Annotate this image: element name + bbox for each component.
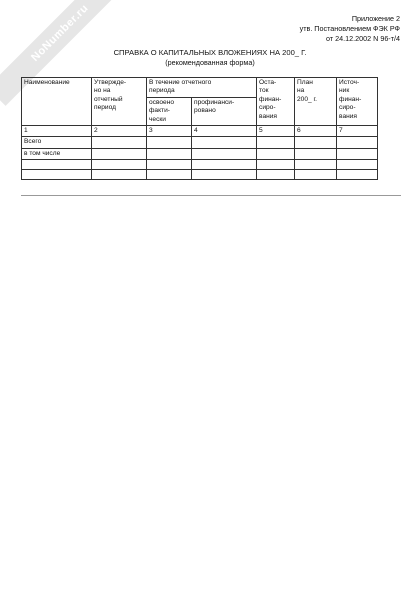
watermark: NoNumber.ru xyxy=(0,0,133,106)
table-cell xyxy=(92,160,147,170)
table-cell xyxy=(257,137,295,148)
header-plan: План на 200_ г. xyxy=(295,78,337,126)
table-cell xyxy=(147,148,192,159)
row-label xyxy=(22,170,92,180)
table-cell xyxy=(92,170,147,180)
table-cell xyxy=(337,170,378,180)
table-cell xyxy=(147,137,192,148)
appendix-reference xyxy=(300,14,400,44)
header-source: Источ- ник финан- сиро- вания xyxy=(337,78,378,126)
table-cell xyxy=(147,160,192,170)
table-cell xyxy=(192,148,257,159)
column-number: 3 xyxy=(147,126,192,137)
table-cell xyxy=(192,170,257,180)
table-cell xyxy=(257,160,295,170)
header-approved: Утвержде- но на отчетный период xyxy=(92,78,147,126)
appendix-line-2: утв. Постановлением ФЭК РФ xyxy=(299,24,400,33)
column-number: 5 xyxy=(257,126,295,137)
table-cell xyxy=(295,137,337,148)
header-financed: профинанси- ровано xyxy=(192,97,257,125)
table-cell xyxy=(337,148,378,159)
table-row xyxy=(22,137,378,148)
header-name: Наименование xyxy=(22,78,92,126)
table-cell xyxy=(192,160,257,170)
capital-investments-table xyxy=(21,77,378,180)
column-number: 2 xyxy=(92,126,147,137)
table-row xyxy=(22,160,378,170)
table-cell xyxy=(295,148,337,159)
table-cell xyxy=(295,170,337,180)
table-row xyxy=(22,170,378,180)
table-cell xyxy=(92,148,147,159)
table-cell xyxy=(337,137,378,148)
header-during-period: В течение отчетного периода xyxy=(147,78,257,98)
column-number: 1 xyxy=(22,126,92,137)
table-cell xyxy=(192,137,257,148)
table-cell xyxy=(147,170,192,180)
table-cell xyxy=(337,160,378,170)
column-number: 4 xyxy=(192,126,257,137)
column-number: 7 xyxy=(337,126,378,137)
page-divider xyxy=(21,195,401,196)
header-mastered: освоено факти- чески xyxy=(147,97,192,125)
appendix-line-1: Приложение 2 xyxy=(351,14,400,23)
row-label: в том числе xyxy=(22,148,92,159)
header-row xyxy=(22,78,378,98)
table-cell xyxy=(257,170,295,180)
document-subtitle: (рекомендованная форма) xyxy=(165,58,255,67)
column-number: 6 xyxy=(295,126,337,137)
column-number-row xyxy=(22,126,378,137)
row-label: Всего xyxy=(22,137,92,148)
document-title: СПРАВКА О КАПИТАЛЬНЫХ ВЛОЖЕНИЯХ НА 200_ Г. xyxy=(113,48,307,57)
header-balance: Оста- ток финан- сиро- вания xyxy=(257,78,295,126)
table-cell xyxy=(295,160,337,170)
appendix-line-3: от 24.12.2002 N 96-т/4 xyxy=(326,34,400,43)
row-label xyxy=(22,160,92,170)
table-cell xyxy=(257,148,295,159)
table-row xyxy=(22,148,378,159)
table-cell xyxy=(92,137,147,148)
